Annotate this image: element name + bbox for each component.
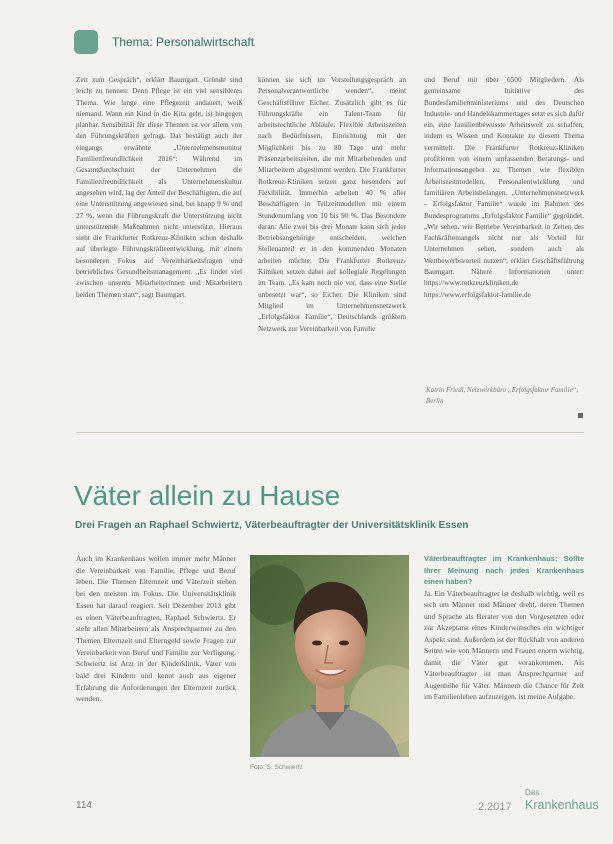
issue-number: 2.2017	[478, 801, 512, 813]
article-top-col3-text: und Beruf mit über 6500 Mitgliedern. Als gemeinsame Initiative des Bundesfamilienministeriums und des Deutschen Industrie- und Handelskammertages setzt es sich dafür ein, eine familienbewusste Arbeitswelt zu schaffen, indem es Wissen und Kontakte zu diesem Thema vermittelt. Die Frankfurter Rotkreuz-Kliniken profitieren von einem umfassenden Beratungs- und Informationsangebot zu Themen wie flexiblen Arbeitszeitmodellen, Personalentwicklung und familiären Arbeitsbelangen. „Unternehmensnetzwerk – Erfolgsfaktor Familie“ wurde im Rahmen des Bundesprogramms „Erfolgsfaktor Familie“ gegründet. „Wir sehen, wie Betriebe Vereinbarkeit in Zeiten des Fachkräftemangels nicht nur als Vorteil für Unternehmen sehen, sondern auch als Wettbewerbsvorteil nutzen“, erklärt Geschäftsführung Baumgart. Nähere Informationen unter: https://www.rotkreuzkliniken.de https://www.erfolgsfaktor-familie.de	[424, 75, 584, 299]
photo-caption: Foto: S. Schwiertz	[250, 764, 303, 771]
logo-name: Krankenhaus	[525, 798, 599, 812]
section-divider	[76, 432, 584, 433]
interview-answer: Ja. Ein Väterbeauftragter ist deshalb wichtig, weil es sich um Männer und Männer dreht, deren Themen und Sprache als Berater von den Vorgesetzten oder zur Akzeptanz eines Kinderwunsches ein wichtiger Aspekt sind. Außerdem ist der Rückhalt von anderen Seiten wie von Männern und Frauen enorm wichtig, damit die Väter gut vorankommen. Als Väterbeauftragter ist man Ansprechpartner auf Augenhöhe für Väter. Männern die Chance für Zeit im Familienleben aufzuzeigen, ist meine Aufgabe.	[424, 588, 584, 701]
section-label: Thema: Personalwirtschaft	[112, 35, 255, 49]
article-intro-text: Auch im Krankenhaus wollen immer mehr Männer die Vereinbarkeit von Familie, Pflege und Beruf leben. Die Themen Elternzeit und Väterzeit stehen bei den meisten im Fokus. Die Universitätsklinik Essen hat darauf reagiert. Seit Dezember 2013 gibt es einen Väterbeauftragten, Raphael Schwiertz. Er steht allen Mitarbeitern als Ansprechpartner zu den Themen Elternzeit und Elterngeld sowie Fragen zur Vereinbarkeit von Beruf und Familie zur Verfügung. Schwiertz ist Arzt in der Kinderklinik, Vater von bald drei Kindern und kennt auch aus eigener Erfahrung die Anforderungen der Elternzeit zurück wenden.	[76, 554, 236, 704]
article-top-col1-text: Zeit zum Gespräch“, erklärt Baumgart. Gründe sind leicht zu nennen: Denn Pflege ist ein viel sensibleres Thema. Wie lange eine Pflegezeit andauert, weiß niemand. Wann ein Kind in die Kita geht, ist hingegen planbar. Sensibilität für diese Themen ist vor allem von den Führungskräften gefragt. Das bestätigt auch der eingangs erwähnte „Unternehmensmonitor Familienfreundlichkeit 2016“: Während im Gesamtdurchschnitt der Unternehmen die Familienfreundlichkeit als Unternehmenskultur angesehen wird, lag der Anteil der Beschäftigten, die auf eine Unterstützung angewiesen sind, bei knapp 9 % und 27 %, wenn die Führungskraft die Unterstützung nicht unterstützende Maßnahmen nicht unterstützt. Hieraus sieht die Frankfurter Rotkreuz-Kliniken schon deshalb auf überlegte Führungskräfteentwicklung, mit einem besonderen Fokus auf Vereinbarkeitsfragen und betriebliches Gesundheitsmanagement. „Es findet viel zwischen unseren Mitarbeiterinnen und Mitarbeitern beiden Themen statt“, sagt Baumgart.	[76, 75, 242, 299]
section-tab-icon	[74, 30, 98, 54]
interview-question: Väterbeauftragter im Krankenhaus: Sollte Ihrer Meinung nach jedes Krankenhaus einen haben?	[424, 554, 584, 586]
interview-column	[424, 553, 584, 775]
logo-prefix: Das	[525, 788, 540, 797]
article-top-column-2	[258, 74, 406, 410]
article-top-column-3	[424, 74, 584, 384]
page-number: 114	[76, 800, 92, 811]
article-intro-column	[76, 553, 236, 771]
author-credit: Katrin Friedl, Netzwerkbüro „Erfolgsfaktor Familie“, Berlin	[426, 386, 579, 405]
magazine-logo	[525, 787, 599, 811]
article-end-mark-icon	[578, 413, 583, 418]
article-top-column-1	[76, 74, 242, 410]
article-top-col2-text: können sie sich im Vorstellungsgespräch an Personalverantwortliche wenden“, meint Geschäftsführer Eicher. Zusätzlich gibt es für Führungskräfte ein Talent-Team für arbeitsrechtliche Abläufe. Flexible Arbeitszeiten nach Bedürfnissen, Einrichtung mit der Möglichkeit bis zu 80 Tage und mehr Präsenzarbeitszeiten, die mit Mitarbeitenden und Mitarbeitern abgestimmt werden. Die Frankfurter Rotkreuz-Kliniken setzen ganz besonders auf Flexibilität. Immerhin arbeiten 40 % aller Beschäftigten in Teilzeitmodellen mit einem Stundenumfang von 10 bis 90 %. Das Besondere daran: Alle zwei bis drei Monate kann sich jeder Betriebsangehörige entscheiden, welchen Stellenanteil er in den kommenden Monaten arbeiten möchte. Die Frankfurter Rotkreuz-Kliniken setzen dabei auf kollegiale Regelungen im Team. „Es kam noch nie vor, dass eine Stelle unbesetzt war“, so Eicher. Die Kliniken sind Mitglied im Unternehmensnetzwerk „Erfolgsfaktor Familie“, Deutschlands größtem Netzwerk zur Vereinbarkeit von Familie	[258, 75, 406, 333]
article-headline: Väter allein zu Hause	[74, 480, 341, 511]
portrait-illustration	[250, 555, 409, 757]
portrait-photo	[250, 555, 409, 757]
article-subheadline: Drei Fragen an Raphael Schwiertz, Väterbeauftragter der Universitätsklinik Essen	[75, 520, 469, 531]
